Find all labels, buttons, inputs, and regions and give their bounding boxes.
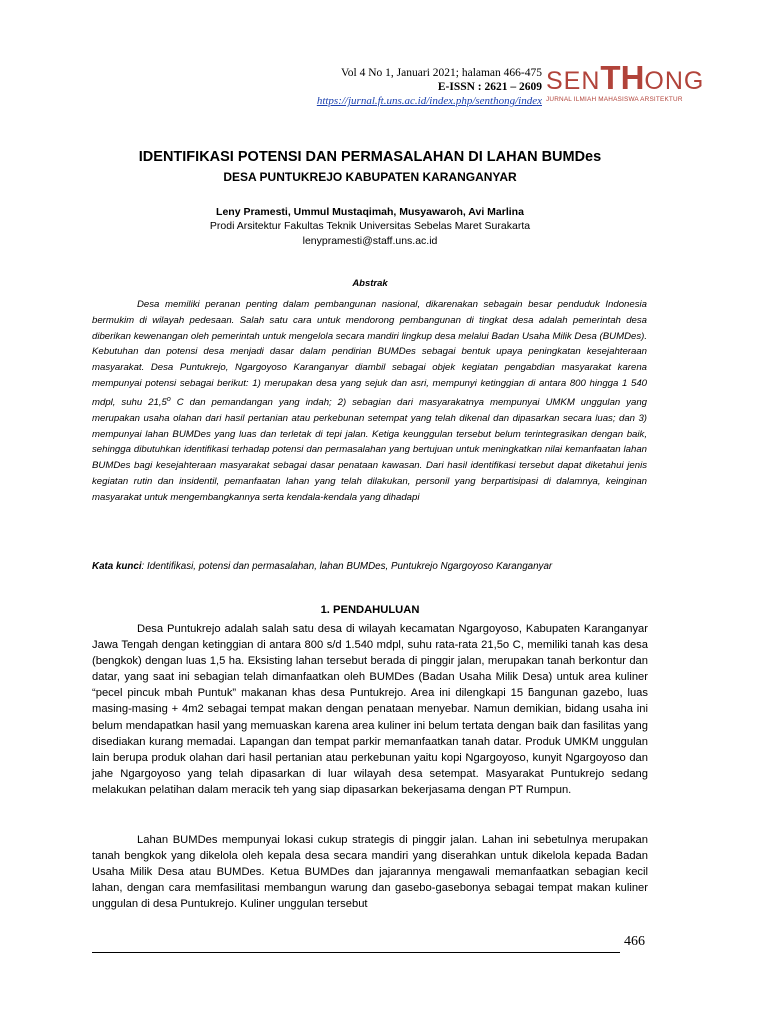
keywords bbox=[92, 561, 652, 572]
body-paragraph-2: Lahan BUMDes mempunyai lokasi cukup strategis di pinggir jalan. Lahan ini sebetulnya merupakan tanah bengkok yang dikelola oleh kepala desa secara mandiri yang diserahkan untuk dikelola kepada Badan Usaha Milik Desa atau BUMDes. Ketua BUMDes dan jajarannya mengawali memanfaatkan sebagian kecil lahan, dengan cara memfasilitasi membangun warung dan gasebo-gasebonya sebagai tempat makan kuliner unggulan di desa Puntukrejo. Kuliner unggulan tersebut bbox=[92, 834, 648, 911]
keywords-label: Kata kunci bbox=[92, 561, 142, 572]
section-title: 1. PENDAHULUAN bbox=[320, 604, 420, 616]
paper-title: IDENTIFIKASI POTENSI DAN PERMASALAHAN DI LAHAN BUMDes bbox=[138, 149, 602, 165]
logo-wordmark bbox=[546, 59, 705, 96]
logo-part-1: SEN bbox=[546, 67, 601, 95]
paper-subtitle: DESA PUNTUKREJO KABUPATEN KARANGANYAR bbox=[223, 170, 517, 184]
journal-header-info bbox=[300, 66, 542, 108]
author-email: lenypramesti@staff.uns.ac.id bbox=[302, 235, 438, 247]
keywords-text: : Identifikasi, potensi dan permasalahan, lahan BUMDes, Puntukrejo Ngargoyoso Karanganyar bbox=[141, 561, 553, 572]
logo-part-2: TH bbox=[600, 59, 645, 96]
page-number: 466 bbox=[624, 934, 645, 949]
body-paragraph-1: Desa Puntukrejo adalah salah satu desa di wilayah kecamatan Ngargoyoso, Kabupaten Karanganyar Jawa Tengah dengan ketinggian di antara 800 s/d 1.540 mdpl, suhu rata-rata 21,5o C, memiliki tanah kas desa (bengkok) dengan luas 1,5 ha. Eksisting lahan tersebut berada di pinggir jalan, merupakan tanah berkontur dan datar, yang saat ini sebagian telah dimanfaatkan oleh BUMDes (Badan Usaha Milik Desa) untuk area kuliner “pecel pincuk mbah Puntuk” makanan khas desa Puntukrejo. Area ini dilengkapi 15 ƃangunan gazebo, luas masing-masing + 4m2 sebagai tempat makan dengan penataan menyebar. Namun demikian, bidang usaha ini belum mendapatkan hasil yang memuaskan karena area kuliner ini belum tertata dengan baik dan fasilitas yang disediakan kurang memadai. Lapangan dan tempat parkir memanfaatkan tanah datar. Produk UMKM unggulan lain berupa produk olahan dari hasil pertanian atau perkebunan yaitu kopi Ngargoyoso, kunyit Ngargoyoso dan jahe Ngargoyoso yang telah dipasarkan di luar wilayah desa setempat. Masyarakat Puntukrejo sedang melakukan pelatihan dalam meracik teh yang siap dipasarkan bekerjasama dengan PT Rumpun. bbox=[92, 623, 648, 796]
abstract-heading: Abstrak bbox=[352, 278, 388, 289]
issn-line: E-ISSN : 2621 – 2609 bbox=[437, 81, 542, 93]
footer-rule bbox=[92, 952, 620, 953]
abstract-text-part-1: Desa memiliki peranan penting dalam pembangunan nasional, dikarenakan sebagain besar penduduk Indonesia bermukim di wilayah pedesaan. Salah satu cara untuk mendorong pembangunan di tingkat desa adalah pemerintah desa diberikan kewenangan oleh pemerintah untuk mengelola secara mandiri lingkup desa melalui Badan Usaha Milik Desa (BUMDes). Kebutuhan dan potensi desa menjadi dasar dalam pendirian BUMDes sebagai bentuk upaya peningkatan kesejahteraan masyarakat. Desa Puntukrejo, Ngargoyoso Karanganyar diambil sebagai objek kegiatan pengabdian masyarakat karena mempunyai potensi sebagai berikut: 1) merupakan desa yang sejuk dan asri, mempunyi ketinggian di antara 800 hingga 1 540 mdpl, suhu 21,5 bbox=[92, 299, 647, 408]
senthong-logo bbox=[546, 59, 705, 103]
journal-url-link[interactable]: https://jurnal.ft.uns.ac.id/index.php/senthong/index bbox=[316, 95, 542, 107]
abstract-text bbox=[92, 297, 647, 506]
abstract-text-part-2: C dan pemandangan yang indah; 2) sebagian dari masyarakatnya mempunyai UMKM unggulan yang merupakan usaha olahan dari hasil pertanian atau perkebunan setempat yang telah dikenal dan dipasarkan secara luas; dan 3) mempunyai lahan BUMDes yang luas dan terletak di tepi jalan. Ketiga keunggulan tersebut belum terintegrasikan dengan baik, sehingga dibutuhkan identifikasi terhadap potensi dan permasalahan yang bertujuan untuk meningkatkan nilai kemanfaatan lahan BUMDes bagi kesejahteraan masyarakat sebagai dasar penataan kawasan. Dari hasil identifikasi tersebut dapat diketahui jenis kegiatan rutin dan insidentil, pemanfaatan lahan yang telah dilakukan, personil yang berpartisipasi di dalamnya, keinginan masyarakat untuk mengembangkannya serta kendala-kendala yang dihadapi bbox=[92, 396, 647, 503]
logo-tagline: JURNAL ILMIAH MAHASISWA ARSITEKTUR bbox=[546, 96, 683, 103]
author-affiliation: Prodi Arsitektur Fakultas Teknik Universitas Sebelas Maret Surakarta bbox=[209, 220, 531, 232]
paper-authors: Leny Pramesti, Ummul Mustaqimah, Musyawaroh, Avi Marlina bbox=[216, 206, 524, 218]
degree-symbol: o bbox=[166, 395, 171, 403]
logo-part-3: ONG bbox=[644, 67, 705, 95]
volume-line: Vol 4 No 1, Januari 2021; halaman 466-475 bbox=[340, 67, 542, 79]
